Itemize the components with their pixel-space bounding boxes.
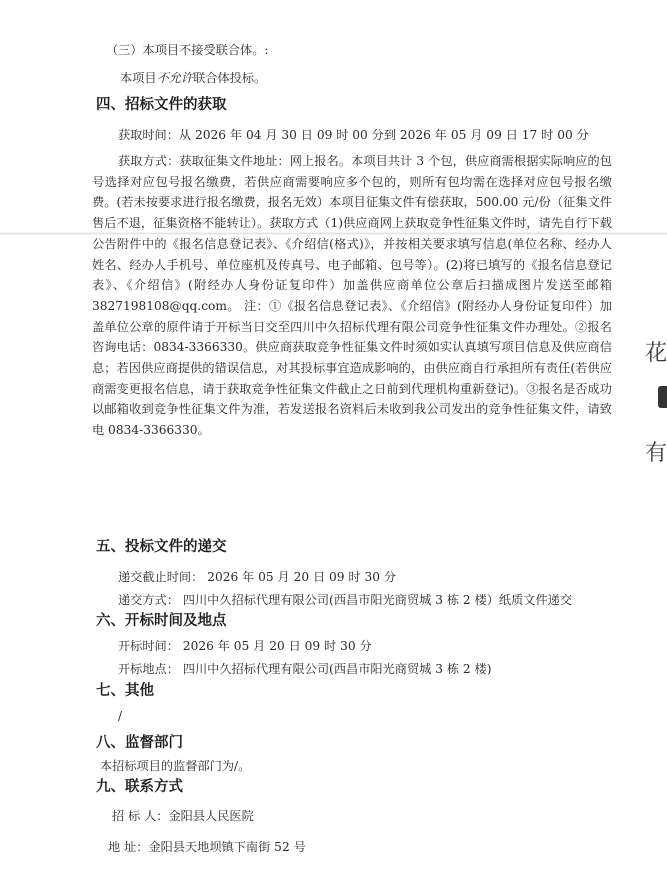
edge-bleed-char: 有 <box>644 441 667 466</box>
opening-place: 开标地点： 四川中久招标代理有限公司(西昌市阳光商贸城 3 栋 2 楼) <box>118 662 492 676</box>
edge-bleed-char: 花 <box>644 341 667 366</box>
section3-item: （三）本项目不接受联合体。: <box>106 43 269 57</box>
section6-heading: 六、开标时间及地点 <box>96 613 227 629</box>
supervision-dept: 本招标项目的监督部门为/。 <box>100 759 251 773</box>
submission-method: 递交方式： 四川中久招标代理有限公司(西昌市阳光商贸城 3 栋 2 楼）纸质文件递交 <box>118 593 573 607</box>
opening-time: 开标时间： 2026 年 05 月 20 日 09 时 30 分 <box>118 639 372 653</box>
section7-heading: 七、其他 <box>96 683 154 699</box>
section4-heading: 四、招标文件的获取 <box>96 97 227 113</box>
section8-heading: 八、监督部门 <box>96 735 183 751</box>
buyer-name: 招 标 人：金阳县人民医院 <box>112 809 254 823</box>
edge-bleed-mark <box>658 386 667 408</box>
section9-heading: 九、联系方式 <box>96 779 183 795</box>
submission-deadline: 递交截止时间： 2026 年 05 月 20 日 09 时 30 分 <box>118 570 397 584</box>
acquisition-time: 获取时间：从 2026 年 04 月 30 日 09 时 00 分到 2026 年 05 月 09 日 17 时 00 分 <box>118 128 589 142</box>
acquisition-method: 获取方式：获取征集文件地址：网上报名。本项目共计 3 个包，供应商需根据实际响应的包号选择对应包号报名缴费，若供应商需要响应多个包的，则所有包均需在选择对应包号报名缴费。(若未按要求进行报名缴费，报名无效）本项目征集文件有偿获取，500.00 元/份（征集文件售后不退，征集资格不能转让）。获取方式（1)供应商网上获取竞争性征集文件时，请先自行下载公告附件中的《报名信息登记表》、《介绍信(格式)》，并按相关要求填写信息(单位名称、经办人姓名、经办人手机号、单位座机及传真号、电子邮箱、包号等）。(2)将已填写的《报名信息登记表》、《介绍信》(附经办人身份证复印件）加盖供应商单位公章后扫描成图片发送至邮箱 3827198108@qq.com。 注：①《报名信息登记表》、《介绍信》(附经办人身份证复印件）加盖单位公章的原件请于开标当日交至四川中久招标代理有限公司竞争性征集文件办理处。②报名咨询电话：0834-3366330。供应商获取竞争性征集文件时须如实认真填写项目信息及供应商信息；若因供应商提供的错误信息，对其投标事宜造成影响的，由供应商自行承担所有责任(若供应商需变更报名信息，请于获取竞争性征集文件截止之日前到代理机构重新登记)。③报名是否成功以邮箱收到竞争性征集文件为准，若发送报名资料后未收到我公司发出的竞争性征集文件，请致电 0834-3366330。 <box>92 154 612 438</box>
section7-content: / <box>118 709 123 723</box>
section3-note: 本项目不允许联合体投标。 <box>120 71 267 85</box>
section5-heading: 五、投标文件的递交 <box>96 539 227 555</box>
buyer-address: 地 址：金阳县天地坝镇下南街 52 号 <box>108 840 306 854</box>
